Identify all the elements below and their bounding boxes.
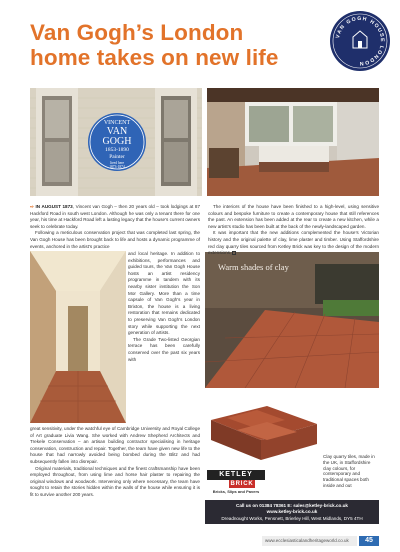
- lede-arrow-icon: ⇨: [30, 204, 34, 209]
- page-number-badge: 45: [359, 536, 379, 546]
- advert-contact-band: [205, 500, 379, 524]
- article-column-right: [208, 204, 379, 257]
- tile-samples-image: [207, 400, 319, 466]
- article-paragraph-5: The interiors of the house have been finished to a high-level, using sensitive colours and bespoke furniture to create a contemporary house that still references the past. An extension has been added at the rear to create a new kitchen, while a new artist’s studio has been built at the back of the newly-landscaped garden.: [208, 204, 379, 229]
- article-paragraph-1: , Vincent van Gogh – then 20 years old – took lodgings at 87 Hackford Road in south west London. Although he was only a tenant there for one year, his time at Hackford Road left a lasting legacy that the house’s current owners seek to celebrate today.: [30, 204, 200, 229]
- kitchen-extension-photo: [207, 88, 379, 196]
- plaque-line-1: VINCENT: [103, 120, 131, 126]
- logo-wordmark-top: KETLEY: [207, 470, 265, 480]
- advert-caption: Clay quarry tiles, made in the UK, in Staffordshire clay colours, for contemporary and traditional spaces both inside and out: [323, 454, 375, 488]
- seal-text: VAN GOGH HOUSE LONDON: [335, 15, 386, 67]
- advert-phone-email[interactable]: Call us on 01384 78361 E: sales@ketley-brick.co.uk: [236, 503, 348, 508]
- plaque-line-7: 1873-1874: [109, 165, 125, 169]
- plaque-line-3: GOGH: [102, 136, 132, 147]
- article-headline: [30, 20, 330, 70]
- advert-address: Dreadnought Works, Pensnett, Brierley Hill, West Midlands, DY5 4TH: [221, 515, 363, 521]
- plaque-line-6: lived here: [109, 161, 125, 165]
- logo-wordmark-bottom: BRICK: [230, 481, 254, 487]
- plaque-line-2: VAN: [106, 126, 128, 137]
- glazed-corridor-photo: [30, 251, 126, 423]
- photo-overlay-caption: Warm shades of clay: [218, 262, 289, 272]
- page-footer: [262, 536, 379, 546]
- article-column-left-mid: [128, 251, 200, 363]
- article-paragraph-3a: The Grade Two-listed Georgian terrace has been carefully conserved over the past six years with: [128, 336, 200, 362]
- seal-icon: [329, 10, 391, 72]
- headline-line-2: home takes on new life: [30, 45, 279, 70]
- advert-website-link[interactable]: www.ketley-brick.co.uk: [266, 509, 318, 515]
- article-paragraph-2a: Following a meticulous conservation project that was completed last spring, the Van Gogh House has been brought back to life and hosts a dynamic programme of events, anchored in the artist’s practice: [30, 230, 200, 249]
- article-column-left-bottom: [30, 426, 200, 499]
- headline-line-1: Van Gogh’s London: [30, 20, 244, 45]
- article-column-left-top: [30, 204, 200, 250]
- plaque-line-4: 1853-1890: [105, 147, 129, 153]
- article-paragraph-6: It was important that the new additions complemented the house’s Victorian history and the original palette of clay, lime plaster and timber. Using Staffordshire red clay quarry tiles sourced from Ketley Brick was key to the design of the modern extensions.: [208, 230, 379, 256]
- plaque-line-5: Painter: [109, 154, 125, 160]
- article-lede: IN AUGUST 1873: [35, 204, 73, 209]
- ketley-brick-logo: [207, 470, 265, 496]
- house-facade-photo: [30, 88, 202, 196]
- logo-tagline: Bricks, Slips and Pavers: [212, 489, 260, 494]
- end-of-article-icon: [232, 251, 236, 255]
- garden-studio-photo: [205, 252, 379, 388]
- article-paragraph-2b: and local heritage. In addition to exhibitions, performances and guided tours, the Van Gogh House hosts an artist residency programme in tandem with its nearby sister institution the Son Mor Gallery. More than a time capsule of Van Gogh’s year in Brixton, the house is a living restoration that remains dedicated to preserving Van Gogh’s London story while supporting the next generation of artists.: [128, 251, 200, 336]
- article-paragraph-3b: great sensitivity, under the watchful eye of Cambridge University and Royal College of Art graduate Livia Wang. She worked with Andrew Shepherd Architects and Trekele Conservation – an artisan building contractor specialising in heritage conservation, construction and repair. Together, the team have given new life to the house that had narrowly avoided being bombed during the Blitz and had subsequently fallen into disrepair.: [30, 426, 200, 464]
- article-paragraph-4: Original materials, traditional techniques and the finest craftsmanship have been employed throughout, from using lime and horse hair plaster to repairing the original windows and woodwork. Intervening only where necessary, the team have sought to retain the stories hidden within the walls of the house while ensuring it is fit to survive another 200 years.: [30, 465, 200, 497]
- ketley-brick-advert: [205, 388, 379, 526]
- footer-website-url[interactable]: www.ecclesiasticalandheritageworld.co.uk: [262, 536, 357, 546]
- van-gogh-house-seal-logo: [329, 10, 391, 72]
